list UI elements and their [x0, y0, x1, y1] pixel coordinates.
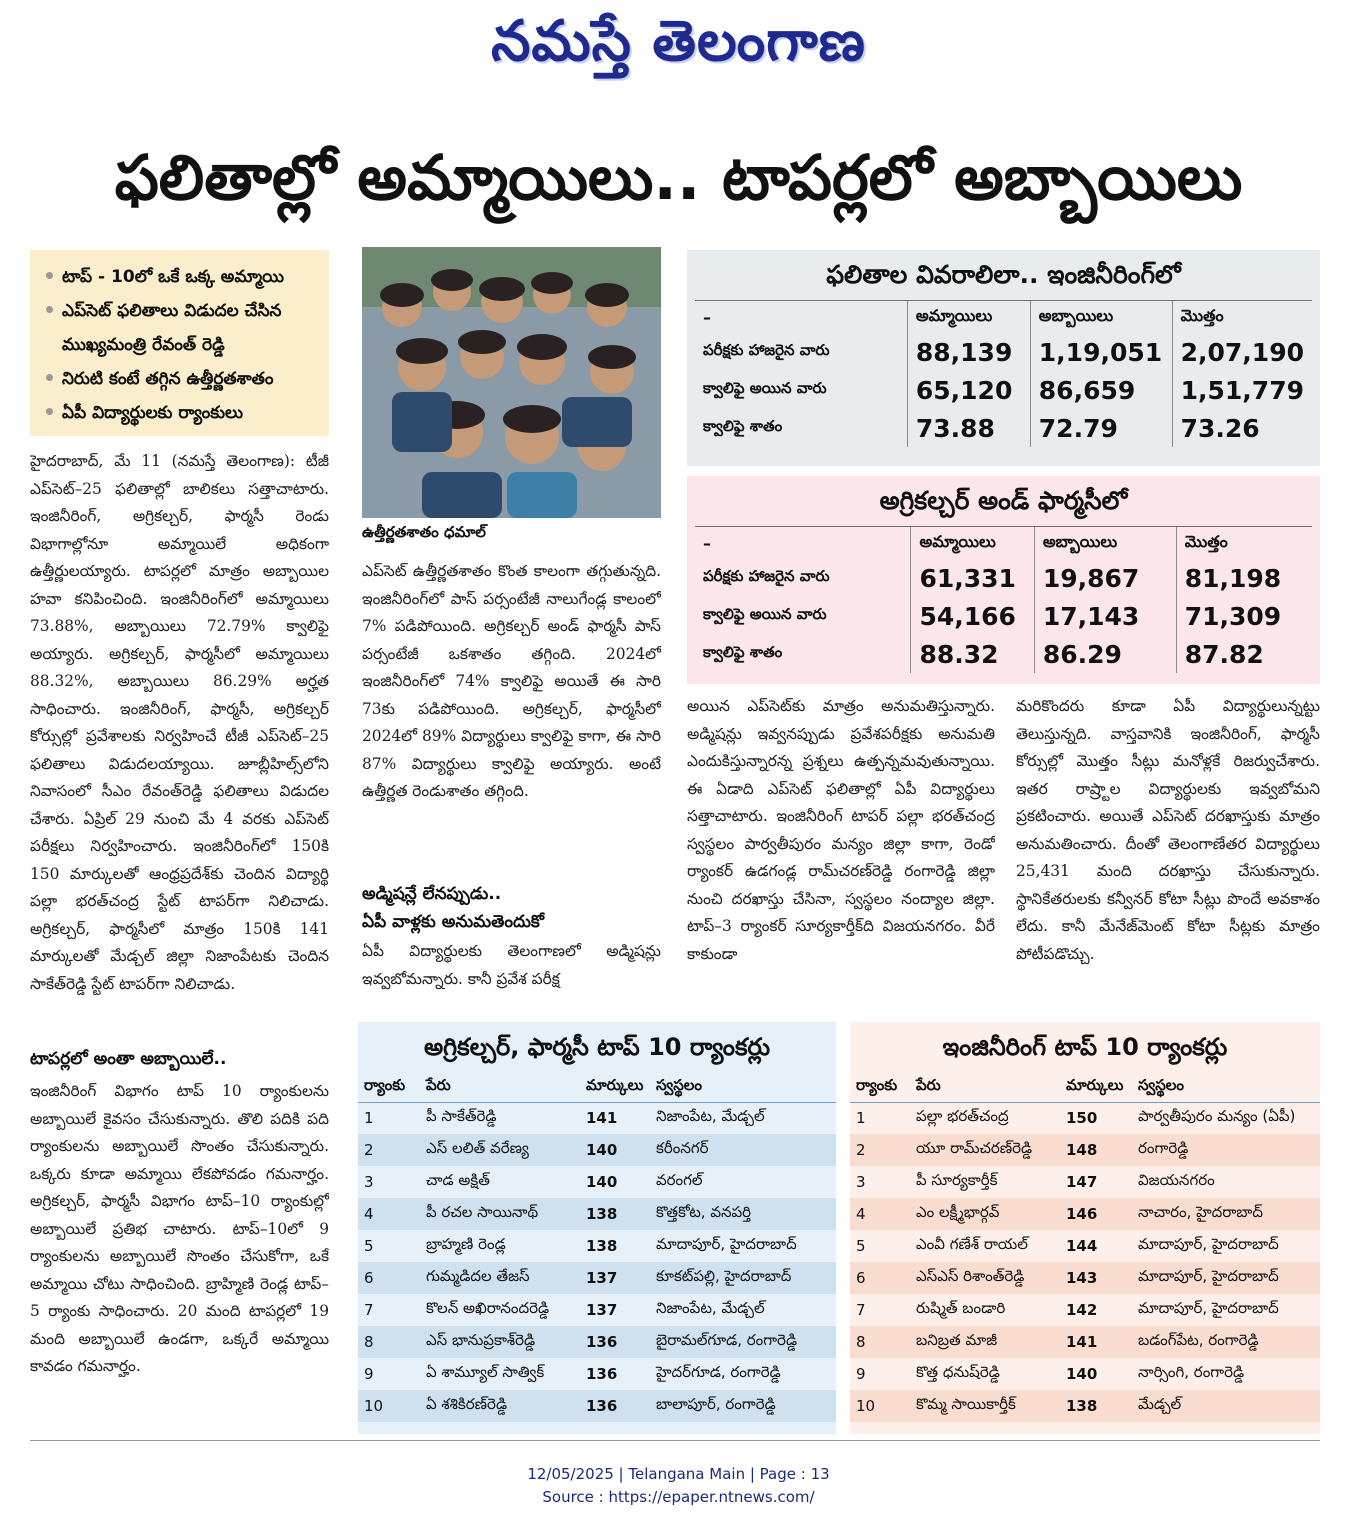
name-cell: కొమ్మ సాయికార్తీక్: [916, 1395, 1016, 1413]
results-grid: [695, 527, 1312, 673]
hometown-cell: నిజాంపేట, మేడ్చల్: [656, 1299, 765, 1317]
marks-cell: 136: [586, 1397, 618, 1415]
rank-cell: 7: [364, 1301, 374, 1319]
marks-cell: 143: [1066, 1269, 1098, 1287]
rank-cell: 3: [364, 1173, 374, 1191]
rank-cell: 7: [856, 1301, 866, 1319]
bullet-icon: [46, 306, 53, 313]
results-grid: [695, 301, 1312, 447]
hometown-cell: నాచారం, హైదరాబాద్: [1138, 1203, 1263, 1221]
toppers-rows: [850, 1102, 1320, 1422]
value-cell: 17,143: [1034, 597, 1176, 635]
name-cell: ఎం లక్ష్మీభార్గవ్: [916, 1203, 1000, 1221]
hometown-cell: నిజాంపేట, మేడ్చల్: [656, 1107, 765, 1126]
name-cell: పీ సాకేత్‌రెడ్డి: [426, 1107, 497, 1126]
hometown-cell: కూకట్‌పల్లి, హైదరాబాద్: [656, 1267, 792, 1285]
value-cell: 71,309: [1184, 601, 1282, 631]
header-cell: పేరు: [910, 1072, 1060, 1102]
marks-cell: 136: [586, 1365, 618, 1383]
rank-cell: 9: [856, 1365, 866, 1383]
article-subheading: టాపర్లలో అంతా అబ్బాయిలే..: [30, 1049, 227, 1069]
hometown-cell: వరంగల్: [656, 1171, 703, 1189]
hometown-cell: బైరామల్‌గూడ, రంగారెడ్డి: [656, 1331, 798, 1349]
name-cell: రుష్మిత్ బండారి: [916, 1299, 1006, 1317]
value-cell: 86.29: [1034, 635, 1176, 673]
bullet-icon: [46, 374, 53, 381]
marks-cell: 144: [1066, 1237, 1098, 1255]
highlight-item-continued: ముఖ్యమంత్రి రేవంత్ రెడ్డి: [62, 335, 225, 355]
table-row: [358, 1102, 836, 1134]
rank-cell: 2: [364, 1141, 374, 1159]
table-title: ఇంజినీరింగ్ టాప్ 10 ర్యాంకర్లు: [942, 1033, 1228, 1061]
hometown-cell: మేడ్చల్: [1138, 1395, 1182, 1413]
name-cell: ఎస్ఎస్ రిశాంత్‌రెడ్డి: [916, 1267, 1025, 1285]
name-cell: ఎంవీ గణేశ్ రాయల్: [916, 1235, 1028, 1253]
hometown-cell: పార్వతీపురం మన్యం (ఏపీ): [1138, 1107, 1296, 1126]
hometown-cell: బాలాపూర్, రంగారెడ్డి: [656, 1395, 776, 1413]
value-cell: 87.82: [1184, 639, 1264, 669]
header-cell: మార్కులు: [1060, 1072, 1132, 1102]
rank-cell: 2: [856, 1141, 866, 1159]
table-header-row: [695, 527, 1312, 559]
row-label: క్వాలిఫై అయిన వారు: [695, 371, 907, 409]
table-row: [850, 1390, 1320, 1422]
name-cell: ఏ శామ్యూల్ సాత్విక్: [426, 1363, 545, 1381]
highlights-box: [30, 250, 329, 436]
table-header-row: [695, 301, 1312, 333]
table-row: [850, 1294, 1320, 1326]
table-row: [358, 1294, 836, 1326]
marks-cell: 148: [1066, 1141, 1098, 1159]
marks-cell: 142: [1066, 1301, 1098, 1319]
value-cell: 54,166: [911, 597, 1034, 635]
page-divider: [30, 1440, 1320, 1441]
value-cell: 81,198: [1184, 563, 1282, 593]
rank-cell: 6: [364, 1269, 374, 1287]
table-header-row: [358, 1072, 836, 1102]
marks-cell: 141: [586, 1109, 618, 1128]
table-row: [850, 1358, 1320, 1390]
header-cell: మార్కులు: [580, 1072, 650, 1102]
toppers-rows: [358, 1102, 836, 1422]
header-cell: అబ్బాయిలు: [1034, 527, 1176, 559]
article-column-1b: [30, 1078, 329, 1418]
value-cell: 65,120: [907, 371, 1030, 409]
rank-cell: 10: [364, 1397, 384, 1415]
highlight-item: నిరుటి కంటే తగ్గిన ఉత్తీర్ణతశాతం: [42, 362, 319, 396]
name-cell: చాడ అక్షిత్: [426, 1171, 490, 1189]
rank-cell: 10: [856, 1397, 876, 1415]
marks-cell: 150: [1066, 1109, 1098, 1128]
rank-cell: 9: [364, 1365, 374, 1383]
toppers-grid: [358, 1072, 836, 1422]
article-column-2: [362, 558, 661, 863]
highlight-item: టాప్ - 10లో ఒకే ఒక్క అమ్మాయి: [42, 260, 319, 294]
rank-cell: 6: [856, 1269, 866, 1287]
highlight-item: ఏపీ విద్యార్థులకు ర్యాంకులు: [42, 396, 319, 430]
rank-cell: 3: [856, 1173, 866, 1191]
rank-cell: 1: [856, 1109, 866, 1128]
hometown-cell: మాదాపూర్, హైదరాబాద్: [1138, 1299, 1279, 1317]
table-row: [358, 1198, 836, 1230]
table-row: [358, 1230, 836, 1262]
table-title: అగ్రికల్చర్ అండ్ ఫార్మసీలో: [695, 476, 1312, 527]
article-paragraph: ఎప్‌సెట్ ఉత్తీర్ణతశాతం కొంత కాలంగా తగ్గుతున్నది. ఇంజినీరింగ్‌లో పాస్ పర్సంటేజీ నాలుగేండ్ల కాలంలో 7% పడిపోయింది. అగ్రికల్చర్ అండ్ ఫార్మసీ పాస్ పర్సంటేజీ ఒకశాతం తగ్గింది. 2024లో ఇంజినీరింగ్‌లో 74% క్వాలిఫై అయితే ఈ సారి 73కు పడిపోయింది. అగ్రికల్చర్, ఫార్మసీలో 2024లో 89% విద్యార్థులు క్వాలిఫై కాగా, ఈ సారి 87% విద్యార్థులు క్వాలిఫై అయ్యారు. అంటే ఉత్తీర్ణత రెండుశాతం తగ్గింది.: [362, 562, 661, 800]
rank-cell: 5: [364, 1237, 374, 1255]
value-cell: 86,659: [1030, 371, 1172, 409]
hometown-cell: విజయనగరం: [1138, 1171, 1215, 1189]
article-subheading: అడ్మిషన్లే లేనప్పుడు..: [362, 884, 502, 904]
marks-cell: 146: [1066, 1205, 1098, 1223]
table-title: ఫలితాల వివరాలిలా.. ఇంజినీరింగ్‌లో: [695, 250, 1312, 301]
header-cell: పేరు: [420, 1072, 580, 1102]
hometown-cell: మాదాపూర్, హైదరాబాద్: [656, 1235, 797, 1253]
marks-cell: 141: [1066, 1333, 1098, 1351]
marks-cell: 140: [586, 1173, 618, 1191]
table-row: [358, 1326, 836, 1358]
hometown-cell: నార్సింగి, రంగారెడ్డి: [1138, 1363, 1245, 1381]
table-title: అగ్రికల్చర్, ఫార్మసీ టాప్ 10 ర్యాంకర్లు: [423, 1033, 771, 1061]
newspaper-masthead: నమస్తే తెలంగాణ: [491, 8, 866, 74]
value-cell: 88.32: [911, 635, 1034, 673]
marks-cell: 137: [586, 1301, 618, 1319]
hometown-cell: కొత్తకోట, వనపర్తి: [656, 1203, 752, 1221]
name-cell: యూ రామ్‌చరణ్‌రెడ్డి: [916, 1139, 1033, 1157]
rank-cell: 1: [364, 1109, 374, 1128]
name-cell: పీ సూర్యకార్తీక్: [916, 1171, 998, 1189]
name-cell: గుమ్మడిదల తేజస్: [426, 1267, 530, 1285]
row-label: క్వాలిఫై శాతం: [695, 409, 907, 447]
header-cell: స్వస్థలం: [1132, 1072, 1320, 1102]
table-row: [358, 1358, 836, 1390]
footer-source: Source : https://epaper.ntnews.com/: [542, 1488, 815, 1506]
article-paragraph: ఏపీ విద్యార్థులకు తెలంగాణలో అడ్మిషన్లు ఇవ్వబోమన్నారు. కానీ ప్రవేశ పరీక్ష: [362, 942, 661, 988]
value-cell: 19,867: [1034, 559, 1176, 597]
photo-caption: ఉత్తీర్ణతశాతం ధమాల్: [362, 523, 486, 541]
table-row: [850, 1230, 1320, 1262]
header-cell: –: [695, 527, 911, 559]
marks-cell: 137: [586, 1269, 618, 1287]
article-column-3: [687, 693, 995, 1003]
table-row: [358, 1262, 836, 1294]
row-label: పరీక్షకు హాజరైన వారు: [695, 333, 907, 371]
article-paragraph: మరికొందరు కూడా ఏపీ విద్యార్థులున్నట్టు తెలుస్తున్నది. వాస్తవానికి ఇంజినీరింగ్, ఫార్మసీ కోర్సుల్లో మొత్తం సీట్లు మనోళ్లకే రిజర్వుచేశారు. ఇతర రాష్ర్టాల విద్యార్థులకు ఇవ్వబోమని ప్రకటించారు. అయితే ఎప్‌సెట్ దరఖాస్తుకు మాత్రం అనుమతించారు. దీంతో తెలంగాణేతర విద్యార్థులు 25,431 మంది దరఖాస్తు చేసుకున్నారు. స్థానికేతరులకు కన్వీనర్ కోటా సీట్లు పొందే అవకాశం లేదు. కానీ మేనేజ్‌మెంట్ కోటా సీట్లకు మాత్రం పోటీపడొచ్చు.: [1016, 697, 1320, 963]
article-paragraph: ఇంజినీరింగ్ విభాగం టాప్ 10 ర్యాంకులను అబ్బాయిలే కైవసం చేసుకున్నారు. తొలి పదికి పది ర్యాంకులను అబ్బాయిలే సొంతం చేసుకున్నారు. ఒక్కరు కూడా అమ్మాయి లేకపోవడం గమనార్హం. అగ్రికల్చర్, ఫార్మసీ విభాగం టాప్–10 ర్యాంకుల్లో అబ్బాయిలే ప్రతిభ చాటారు. టాప్–10లో 9 ర్యాంకులను అబ్బాయిలే సొంతం చేసుకోగా, ఒకే అమ్మాయి చోటు సాధించింది. బ్రాహ్మిణి రెండ్ల టాప్–5 ర్యాంకు సాధించారు. 20 మంది టాపర్లలో 19 మంది అబ్బాయిలే ఉండగా, ఒక్కరే అమ్మాయి కావడం గమనార్హం.: [30, 1082, 329, 1375]
article-paragraph: అయిన ఎప్‌సెట్‌కు మాత్రం అనుమతిస్తున్నారు. అడ్మిషన్లు ఇవ్వనప్పుడు ప్రవేశపరీక్షకు అనుమతి ఎందుకిస్తున్నారన్న ప్రశ్నలు ఉత్పన్నమవుతున్నాయి. ఈ ఏడాది ఎప్‌సెట్ ఫలితాల్లో ఏపీ విద్యార్థులు సత్తాచాటారు. ఇంజినీరింగ్ టాపర్ పల్లా భరత్‌చంద్ర స్వస్థలం పార్వతీపురం మన్యం జిల్లా కాగా, రెండో ర్యాంకర్ ఉడగండ్ల రామ్‌చరణ్‌రెడ్డి రంగారెడ్డి జిల్లా నుంచి దరఖాస్తు చేసినా, స్వస్థలం నంద్యాల జిల్లా. టాప్–3 ర్యాంకర్ సూర్యకార్తీక్‌ది విజయనగరం. వీరే కాకుండా: [687, 697, 995, 963]
photo-illustration: [362, 247, 661, 518]
header-cell: మొత్తం: [1180, 305, 1224, 325]
marks-cell: 138: [1066, 1397, 1098, 1415]
bullet-icon: [46, 272, 53, 279]
page-headline: ఫలితాల్లో అమ్మాయిలు.. టాపర్లలో అబ్బాయిలు: [114, 141, 1243, 214]
article-column-2b: [362, 938, 661, 996]
header-cell: –: [695, 301, 907, 333]
hometown-cell: రంగారెడ్డి: [1138, 1139, 1189, 1157]
rank-cell: 4: [364, 1205, 374, 1223]
agriculture-results-table: [687, 476, 1320, 684]
value-cell: 2,07,190: [1180, 337, 1304, 367]
table-row: [358, 1134, 836, 1166]
marks-cell: 140: [1066, 1365, 1098, 1383]
agriculture-toppers-table: [358, 1022, 836, 1434]
article-column-1: [30, 448, 329, 1028]
highlight-item: ఎప్‌సెట్ ఫలితాలు విడుదల చేసిన: [42, 294, 319, 328]
name-cell: పల్లా భరత్‌చంద్ర: [916, 1107, 1009, 1126]
name-cell: బనిబ్రత మాజీ: [916, 1331, 998, 1349]
engineering-toppers-table: [850, 1022, 1320, 1434]
value-cell: 1,51,779: [1180, 375, 1304, 405]
rank-cell: 5: [856, 1237, 866, 1255]
marks-cell: 138: [586, 1237, 618, 1255]
article-paragraph: హైదరాబాద్, మే 11 (నమస్తే తెలంగాణ): టీజీ ఎప్‌సెట్–25 ఫలితాల్లో బాలికలు సత్తాచాటారు. ఇంజినీరింగ్, అగ్రికల్చర్, ఫార్మసీ రెండు విభాగాల్లోనూ అమ్మాయిలే అధికంగా ఉత్తీర్ణులయ్యారు. టాపర్లలో మాత్రం అబ్బాయిల హవా కనిపించింది. ఇంజినీరింగ్‌లో అమ్మాయిలు 73.88%, అబ్బాయిలు 72.79% క్వాలిఫై అయ్యారు. అగ్రికల్చర్, ఫార్మసీలో అమ్మాయిలు 88.32%, అబ్బాయిలు 86.29% అర్హత సాధించారు. ఇంజినీరింగ్, ఫార్మసీ, అగ్రికల్చర్ కోర్సుల్లో ప్రవేశాలకు నిర్వహించే టీజీ ఎప్‌సెట్–25 ఫలితాలు విడుదలయ్యాయి. జూబ్లీహిల్స్‌లోని నివాసంలో సీఎం రేవంత్‌రెడ్డి ఫలితాలు విడుదల చేశారు. ఏప్రిల్ 29 నుంచి మే 4 వరకు ఎప్‌సెట్ పరీక్షలు నిర్వహించారు. ఇంజినీరింగ్‌లో 150కి 150 మార్కులతో ఆంధ్రప్రదేశ్‌కు చెందిన విద్యార్థి పల్లా భరత్‌చంద్ర స్టేట్ టాపర్‌గా నిలిచాడు. అగ్రికల్చర్, ఫార్మసీలో మాత్రం 150కి 141 మార్కులతో మేడ్చల్ జిల్లా నిజాంపేటకు చెందిన సాకేత్‌రెడ్డి స్టేట్ టాపర్‌గా నిలిచాడు.: [30, 452, 329, 993]
table-row: [850, 1198, 1320, 1230]
value-cell: 73.88: [907, 409, 1030, 447]
table-row: [358, 1390, 836, 1422]
table-row: [695, 597, 1312, 635]
header-cell: ర్యాంకు: [850, 1072, 910, 1102]
table-row: [850, 1102, 1320, 1134]
value-cell: 61,331: [911, 559, 1034, 597]
value-cell: 72.79: [1030, 409, 1172, 447]
table-row: [695, 371, 1312, 409]
hometown-cell: మాదాపూర్, హైదరాబాద్: [1138, 1267, 1279, 1285]
marks-cell: 147: [1066, 1173, 1098, 1191]
value-cell: 88,139: [907, 333, 1030, 371]
value-cell: 1,19,051: [1030, 333, 1172, 371]
row-label: క్వాలిఫై అయిన వారు: [695, 597, 911, 635]
header-cell: అమ్మాయిలు: [911, 527, 1034, 559]
hometown-cell: కరీంనగర్: [656, 1139, 709, 1157]
table-header-row: [850, 1072, 1320, 1102]
name-cell: ఎస్ భానుప్రకాశ్‌రెడ్డి: [426, 1331, 536, 1349]
name-cell: కొత్త ధనుష్‌రెడ్డి: [916, 1363, 1000, 1381]
hometown-cell: బడంగ్‌పేట, రంగారెడ్డి: [1138, 1331, 1259, 1349]
toppers-grid: [850, 1072, 1320, 1422]
footer-date-page: 12/05/2025 | Telangana Main | Page : 13: [527, 1465, 830, 1483]
name-cell: ఏ శశికిరణ్‌రెడ్డి: [426, 1395, 508, 1413]
table-row: [850, 1262, 1320, 1294]
table-row: [850, 1134, 1320, 1166]
article-column-4: [1016, 693, 1320, 1003]
value-cell: 73.26: [1180, 413, 1260, 443]
bullet-icon: [46, 408, 53, 415]
name-cell: ఎస్ లలిత్ వరేణ్య: [426, 1139, 529, 1157]
marks-cell: 138: [586, 1205, 618, 1223]
name-cell: బ్రాహ్మణి రెండ్ల: [426, 1235, 506, 1253]
marks-cell: 140: [586, 1141, 618, 1159]
article-subheading: ఏపీ వాళ్లకు అనుమతెందుకో: [362, 912, 544, 932]
hometown-cell: మాదాపూర్, హైదరాబాద్: [1138, 1235, 1279, 1253]
table-row: [695, 635, 1312, 673]
header-cell: అమ్మాయిలు: [907, 301, 1030, 333]
page-footer: [0, 1463, 1357, 1509]
header-cell: అబ్బాయిలు: [1030, 301, 1172, 333]
header-cell: మొత్తం: [1184, 531, 1228, 551]
row-label: పరీక్షకు హాజరైన వారు: [695, 559, 911, 597]
rank-cell: 4: [856, 1205, 866, 1223]
row-label: క్వాలిఫై శాతం: [695, 635, 911, 673]
hometown-cell: హైదర్‌గూడ, రంగారెడ్డి: [656, 1363, 781, 1381]
table-row: [850, 1166, 1320, 1198]
marks-cell: 136: [586, 1333, 618, 1351]
header-cell: స్వస్థలం: [650, 1072, 836, 1102]
engineering-results-table: [687, 250, 1320, 466]
name-cell: పీ రచల సాయినాథ్: [426, 1203, 539, 1221]
rank-cell: 8: [364, 1333, 374, 1351]
table-row: [695, 559, 1312, 597]
table-row: [850, 1326, 1320, 1358]
rank-cell: 8: [856, 1333, 866, 1351]
students-celebrating-photo: [362, 247, 661, 518]
table-row: [695, 409, 1312, 447]
name-cell: కొలన్ అఖిరానందరెడ్డి: [426, 1299, 550, 1317]
table-row: [358, 1166, 836, 1198]
header-cell: ర్యాంకు: [358, 1072, 420, 1102]
table-row: [695, 333, 1312, 371]
